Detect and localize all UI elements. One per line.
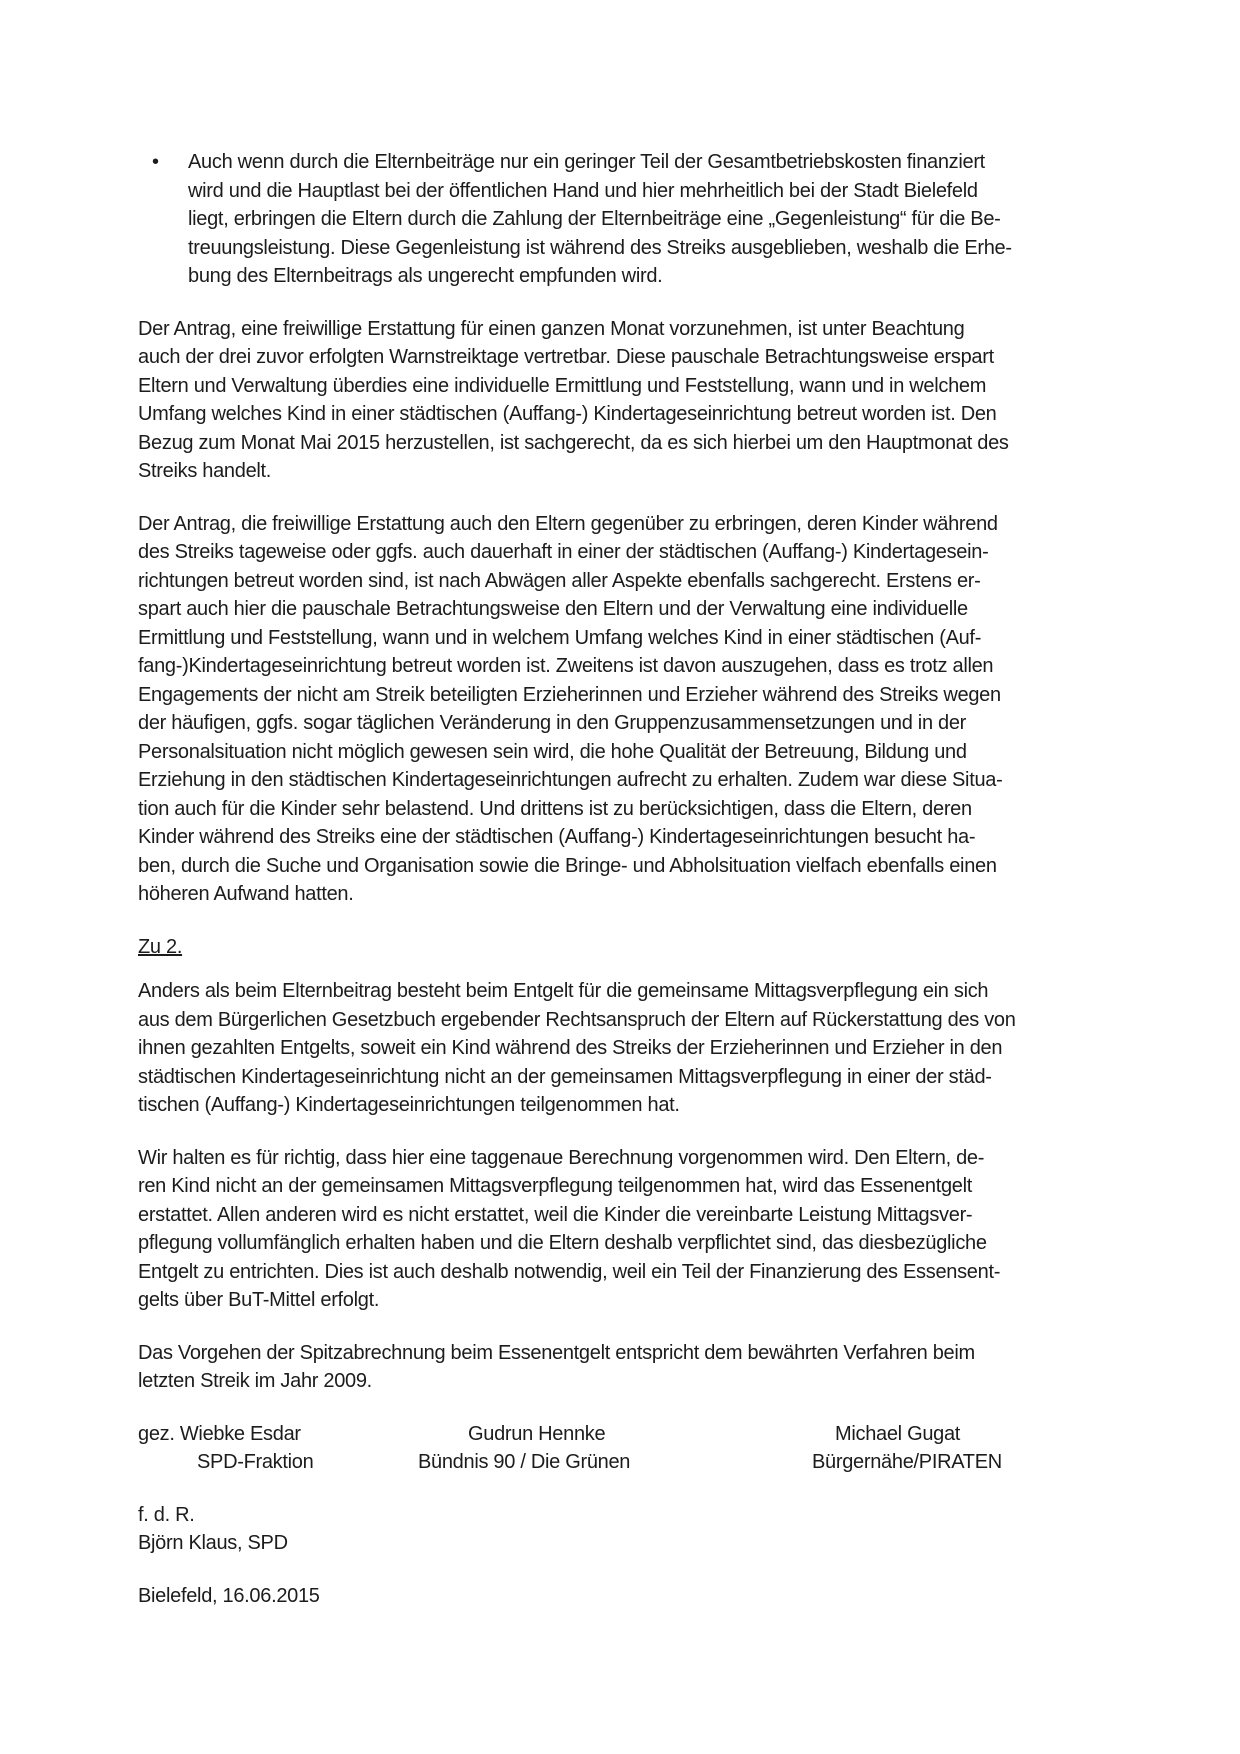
paragraph-antrag-tageweise-betreuung: Der Antrag, die freiwillige Erstattung auch den Eltern gegenüber zu erbringen, deren Kinder während des Streiks tageweise oder ggfs. auch dauerhaft in einer der städtischen (Auffang-) Kindertagesein- richtungen betreut worden sind, ist nach Abwägen aller Aspekte ebenfalls sachgerecht. Erstens er- spart auch hier die pauschale Betrachtungsweise den Eltern und der Verwaltung eine individuelle Ermittlung und Feststellung, wann und in welchem Umfang welches Kind in einer städtischen (Auf- fang-)Kindertageseinrichtung betreut worden ist. Zweitens ist davon auszugehen, dass es trotz allen Engagements der nicht am Streik beteiligten Erzieherinnen und Erzieher während des Streiks wegen der häufigen, ggfs. sogar täglichen Veränderung in den Gruppenzusammensetzungen und in der Personalsituation nicht möglich gewesen sein wird, die hohe Qualität der Betreuung, Bildung und Erziehung in den städtischen Kindertageseinrichtungen aufrecht zu erhalten. Zudem war diese Situa- tion auch für die Kinder sehr belastend. Und drittens ist zu berücksichtigen, dass die Eltern, deren Kinder während des Streiks eine der städtischen (Auffang-) Kindertageseinrichtungen besucht ha- ben, durch die Suche und Organisation sowie die Bringe- und Abholsituation vielfach ebenfalls einen höheren Aufwand hatten.	[138, 512, 1003, 905]
paragraph-taggenaue-berechnung: Wir halten es für richtig, dass hier eine taggenaue Berechnung vorgenommen wird. Den Eltern, de- ren Kind nicht an der gemeinsamen Mittagsverpflegung teilgenommen hat, wird das Essenentgelt erstattet. Allen anderen wird es nicht erstattet, weil die Kinder die vereinbarte Leistung Mittagsver- pflegung vollumfänglich erhalten haben und die Eltern deshalb verpflichtet sind, das diesbezügliche Entgelt zu entrichten. Dies ist auch deshalb notwendig, weil ein Teil der Finanzierung des Essensent- gelts über BuT-Mittel erfolgt.	[138, 1146, 1001, 1311]
certification-block: f. d. R. Björn Klaus, SPD	[138, 1503, 288, 1554]
signatory-name-3: Michael Gugat	[835, 1422, 961, 1445]
paragraph-spitzabrechnung: Das Vorgehen der Spitzabrechnung beim Essenentgelt entspricht dem bewährten Verfahren beim letzten Streik im Jahr 2009.	[138, 1341, 975, 1392]
bullet-paragraph-elternbeitraege: Auch wenn durch die Elternbeiträge nur ein geringer Teil der Gesamtbetriebskosten finanziert wird und die Hauptlast bei der öffentlichen Hand und hier mehrheitlich bei der Stadt Bielefeld liegt, erbringen die Eltern durch die Zahlung der Elternbeiträge eine „Gegenleistung“ für die Be- treuungsleistung. Diese Gegenleistung ist während des Streiks ausgeblieben, weshalb die Erhe- bung des Elternbeitrags als ungerecht empfunden wird.	[188, 151, 1012, 287]
signatory-party-2: Bündnis 90 / Die Grünen	[418, 1451, 631, 1473]
bullet-item	[138, 148, 1108, 291]
paragraph-mittagsverpflegung-rechtsanspruch: Anders als beim Elternbeitrag besteht beim Entgelt für die gemeinsame Mittagsverpflegung ein sich aus dem Bürgerlichen Gesetzbuch ergebender Rechtsanspruch der Eltern auf Rückerstattung des von ihnen gezahlten Entgelts, soweit ein Kind während des Streiks der Erzieherinnen und Erzieher in den städtischen Kindertageseinrichtung nicht an der gemeinsamen Mittagsverpflegung in einer der städ- tischen (Auffang-) Kindertageseinrichtungen teilgenommen hat.	[138, 980, 1016, 1116]
paragraph-antrag-ganzer-monat: Der Antrag, eine freiwillige Erstattung für einen ganzen Monat vorzunehmen, ist unter Beachtung auch der drei zuvor erfolgten Warnstreiktage vertretbar. Diese pauschale Betrachtungsweise erspart Eltern und Verwaltung überdies eine individuelle Ermittlung und Feststellung, wann und in welchem Umfang welches Kind in einer städtischen (Auffang-) Kindertageseinrichtung betreut worden ist. Den Bezug zum Monat Mai 2015 herzustellen, ist sachgerecht, da es sich hierbei um den Hauptmonat des Streiks handelt.	[138, 317, 1009, 482]
section-heading-zu-2: Zu 2.	[138, 935, 183, 958]
signature-names-row	[138, 1420, 1108, 1449]
signatory-name-1: gez. Wiebke Esdar	[138, 1422, 301, 1445]
document-body	[138, 148, 1108, 1634]
bullet-marker: •	[152, 151, 159, 173]
signature-parties-row	[138, 1448, 1108, 1477]
signatory-party-3: Bürgernähe/PIRATEN	[812, 1451, 1002, 1473]
signature-block	[138, 1420, 1108, 1477]
signatory-party-1: SPD-Fraktion	[197, 1451, 314, 1473]
place-date: Bielefeld, 16.06.2015	[138, 1584, 320, 1607]
signatory-name-2: Gudrun Hennke	[468, 1422, 606, 1445]
